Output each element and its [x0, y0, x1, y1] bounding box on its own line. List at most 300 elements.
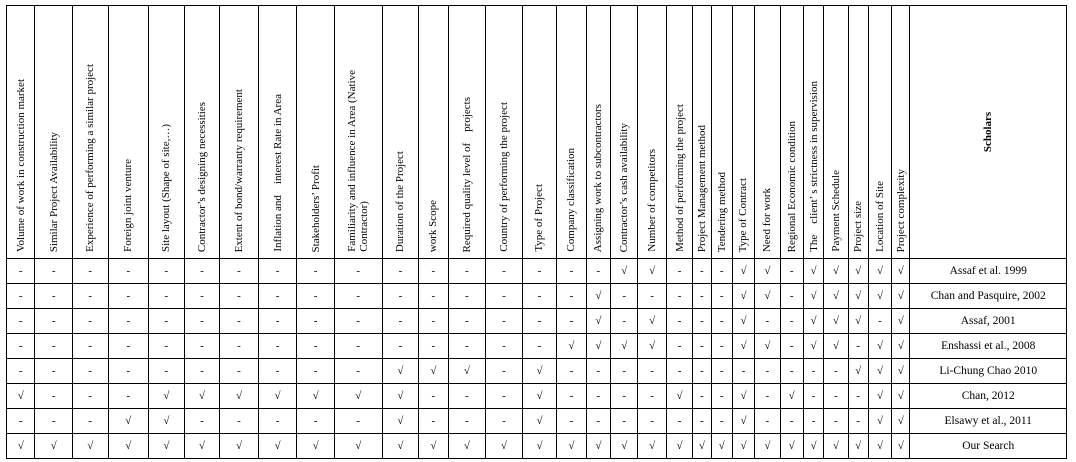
- check-mark-cell: √: [108, 434, 149, 459]
- check-mark-cell: √: [297, 384, 335, 409]
- dash-cell: -: [486, 409, 523, 434]
- check-mark-cell: √: [638, 434, 666, 459]
- dash-cell: -: [711, 259, 732, 284]
- check-mark-cell: √: [522, 384, 557, 409]
- dash-cell: -: [486, 359, 523, 384]
- check-mark-cell: √: [586, 434, 610, 459]
- table-row: [7, 409, 1067, 434]
- check-mark-cell: √: [108, 409, 149, 434]
- dash-cell: -: [824, 409, 848, 434]
- check-mark-cell: √: [297, 434, 335, 459]
- check-mark-cell: √: [892, 359, 910, 384]
- dash-cell: -: [522, 334, 557, 359]
- column-header-label: Contractor’s cash availability: [618, 122, 631, 252]
- check-mark-cell: √: [220, 434, 259, 459]
- dash-cell: -: [297, 259, 335, 284]
- dash-cell: -: [666, 284, 692, 309]
- column-header: [732, 6, 754, 259]
- dash-cell: -: [711, 334, 732, 359]
- dash-cell: -: [824, 384, 848, 409]
- scholar-name-cell: Assaf, 2001: [910, 309, 1067, 334]
- dash-cell: -: [586, 409, 610, 434]
- check-mark-cell: √: [868, 259, 891, 284]
- dash-cell: -: [149, 309, 185, 334]
- check-mark-cell: √: [892, 284, 910, 309]
- check-mark-cell: √: [666, 434, 692, 459]
- column-header: [892, 6, 910, 259]
- check-mark-cell: √: [258, 384, 297, 409]
- dash-cell: -: [666, 309, 692, 334]
- dash-cell: -: [732, 359, 754, 384]
- column-header: [184, 6, 220, 259]
- dash-cell: -: [486, 284, 523, 309]
- column-header: [7, 6, 35, 259]
- dash-cell: -: [486, 309, 523, 334]
- column-header: [824, 6, 848, 259]
- check-mark-cell: √: [258, 434, 297, 459]
- dash-cell: -: [693, 284, 711, 309]
- check-mark-cell: √: [824, 259, 848, 284]
- check-mark-cell: √: [7, 384, 35, 409]
- dash-cell: -: [35, 409, 73, 434]
- dash-cell: -: [258, 259, 297, 284]
- dash-cell: -: [220, 284, 259, 309]
- column-header-label: Volume of work in construction market: [14, 78, 27, 252]
- column-header: [35, 6, 73, 259]
- check-mark-cell: √: [803, 309, 823, 334]
- dash-cell: -: [149, 359, 185, 384]
- dash-cell: -: [149, 259, 185, 284]
- check-mark-cell: √: [824, 284, 848, 309]
- dash-cell: -: [72, 334, 108, 359]
- dash-cell: -: [220, 334, 259, 359]
- table-row: [7, 359, 1067, 384]
- dash-cell: -: [108, 359, 149, 384]
- column-header-label: Familiarity and influence in Area (Native Contractor): [346, 70, 371, 252]
- check-mark-cell: √: [848, 359, 868, 384]
- dash-cell: -: [638, 359, 666, 384]
- dash-cell: -: [448, 409, 486, 434]
- dash-cell: -: [586, 384, 610, 409]
- check-mark-cell: √: [892, 334, 910, 359]
- dash-cell: -: [108, 384, 149, 409]
- column-header: [848, 6, 868, 259]
- column-header: [711, 6, 732, 259]
- dash-cell: -: [334, 409, 382, 434]
- check-mark-cell: √: [803, 334, 823, 359]
- check-mark-cell: √: [732, 409, 754, 434]
- dash-cell: -: [868, 309, 891, 334]
- dash-cell: -: [611, 309, 638, 334]
- column-header-label: Payment Schedule: [829, 170, 842, 252]
- column-header-label: Need for work: [761, 187, 774, 252]
- factors-comparison-table: [6, 5, 1067, 459]
- column-header: [382, 6, 419, 259]
- check-mark-cell: √: [732, 284, 754, 309]
- dash-cell: -: [755, 384, 780, 409]
- check-mark-cell: √: [732, 334, 754, 359]
- column-header: [638, 6, 666, 259]
- check-mark-cell: √: [803, 259, 823, 284]
- dash-cell: -: [824, 359, 848, 384]
- dash-cell: -: [258, 284, 297, 309]
- dash-cell: -: [220, 359, 259, 384]
- dash-cell: -: [419, 384, 448, 409]
- check-mark-cell: √: [334, 434, 382, 459]
- dash-cell: -: [297, 309, 335, 334]
- dash-cell: -: [586, 259, 610, 284]
- dash-cell: -: [666, 359, 692, 384]
- dash-cell: -: [35, 334, 73, 359]
- check-mark-cell: √: [868, 409, 891, 434]
- check-mark-cell: √: [892, 409, 910, 434]
- check-mark-cell: √: [732, 434, 754, 459]
- dash-cell: -: [72, 409, 108, 434]
- check-mark-cell: √: [848, 259, 868, 284]
- column-header: [868, 6, 891, 259]
- column-header-label: Project Management method: [695, 124, 708, 252]
- dash-cell: -: [448, 259, 486, 284]
- dash-cell: -: [848, 409, 868, 434]
- check-mark-cell: √: [382, 359, 419, 384]
- check-mark-cell: √: [611, 259, 638, 284]
- dash-cell: -: [7, 309, 35, 334]
- dash-cell: -: [7, 334, 35, 359]
- check-mark-cell: √: [803, 284, 823, 309]
- column-header-label: Company classification: [565, 148, 578, 252]
- check-mark-cell: √: [755, 259, 780, 284]
- dash-cell: -: [693, 359, 711, 384]
- dash-cell: -: [611, 409, 638, 434]
- check-mark-cell: √: [732, 309, 754, 334]
- dash-cell: -: [666, 259, 692, 284]
- column-header: [693, 6, 711, 259]
- check-mark-cell: √: [848, 434, 868, 459]
- column-header-label: Site layout (Shape of site,…): [160, 123, 173, 252]
- check-mark-cell: √: [382, 434, 419, 459]
- column-header: [586, 6, 610, 259]
- check-mark-cell: √: [184, 384, 220, 409]
- column-header-label: Location of Site: [874, 181, 886, 252]
- check-mark-cell: √: [824, 334, 848, 359]
- check-mark-cell: √: [780, 434, 803, 459]
- dash-cell: -: [382, 259, 419, 284]
- dash-cell: -: [419, 259, 448, 284]
- dash-cell: -: [419, 284, 448, 309]
- check-mark-cell: √: [755, 434, 780, 459]
- check-mark-cell: √: [868, 284, 891, 309]
- dash-cell: -: [711, 409, 732, 434]
- table-row: [7, 434, 1067, 459]
- dash-cell: -: [711, 359, 732, 384]
- scholar-name-cell: Assaf et al. 1999: [910, 259, 1067, 284]
- dash-cell: -: [638, 284, 666, 309]
- check-mark-cell: √: [586, 309, 610, 334]
- scholar-name-cell: Li-Chung Chao 2010: [910, 359, 1067, 384]
- column-header-label: Type of Contract: [737, 177, 750, 252]
- scholar-name-cell: Our Search: [910, 434, 1067, 459]
- dash-cell: -: [693, 334, 711, 359]
- column-header: [149, 6, 185, 259]
- dash-cell: -: [382, 309, 419, 334]
- table-row: [7, 259, 1067, 284]
- check-mark-cell: √: [486, 434, 523, 459]
- column-header-label: Project complexity: [894, 168, 907, 252]
- dash-cell: -: [693, 309, 711, 334]
- dash-cell: -: [334, 359, 382, 384]
- scholars-column-header: [910, 6, 1067, 259]
- dash-cell: -: [7, 359, 35, 384]
- check-mark-cell: √: [586, 334, 610, 359]
- dash-cell: -: [7, 409, 35, 434]
- dash-cell: -: [72, 359, 108, 384]
- dash-cell: -: [72, 309, 108, 334]
- dash-cell: -: [108, 284, 149, 309]
- dash-cell: -: [486, 384, 523, 409]
- check-mark-cell: √: [892, 309, 910, 334]
- check-mark-cell: √: [35, 434, 73, 459]
- dash-cell: -: [803, 359, 823, 384]
- column-header-label: Tendering method: [715, 171, 728, 252]
- dash-cell: -: [557, 359, 586, 384]
- dash-cell: -: [297, 359, 335, 384]
- dash-cell: -: [72, 259, 108, 284]
- column-header-label: Experience of performing a similar project: [84, 64, 97, 252]
- dash-cell: -: [334, 309, 382, 334]
- dash-cell: -: [35, 284, 73, 309]
- dash-cell: -: [611, 284, 638, 309]
- dash-cell: -: [711, 309, 732, 334]
- dash-cell: -: [184, 309, 220, 334]
- column-header-label: Required quality level of projects: [460, 96, 473, 252]
- dash-cell: -: [780, 284, 803, 309]
- dash-cell: -: [780, 334, 803, 359]
- dash-cell: -: [522, 284, 557, 309]
- dash-cell: -: [557, 309, 586, 334]
- dash-cell: -: [611, 384, 638, 409]
- header-row: [7, 6, 1067, 259]
- scholar-name-cell: Chan, 2012: [910, 384, 1067, 409]
- check-mark-cell: √: [868, 434, 891, 459]
- dash-cell: -: [382, 284, 419, 309]
- dash-cell: -: [755, 359, 780, 384]
- column-header-label: Inflation and interest Rate in Area: [271, 94, 284, 252]
- check-mark-cell: √: [638, 309, 666, 334]
- column-header-label: The client’ s strictness in supervision: [807, 81, 820, 252]
- dash-cell: -: [382, 334, 419, 359]
- check-mark-cell: √: [522, 409, 557, 434]
- dash-cell: -: [334, 259, 382, 284]
- check-mark-cell: √: [824, 434, 848, 459]
- dash-cell: -: [297, 284, 335, 309]
- dash-cell: -: [258, 334, 297, 359]
- check-mark-cell: √: [419, 359, 448, 384]
- check-mark-cell: √: [7, 434, 35, 459]
- column-header: [522, 6, 557, 259]
- dash-cell: -: [258, 309, 297, 334]
- dash-cell: -: [297, 409, 335, 434]
- dash-cell: -: [220, 309, 259, 334]
- check-mark-cell: √: [334, 384, 382, 409]
- column-header: [258, 6, 297, 259]
- table-row: [7, 309, 1067, 334]
- dash-cell: -: [780, 359, 803, 384]
- column-header: [220, 6, 259, 259]
- dash-cell: -: [7, 284, 35, 309]
- dash-cell: -: [149, 334, 185, 359]
- check-mark-cell: √: [892, 259, 910, 284]
- column-header: [557, 6, 586, 259]
- dash-cell: -: [780, 309, 803, 334]
- dash-cell: -: [419, 309, 448, 334]
- dash-cell: -: [486, 334, 523, 359]
- column-header: [297, 6, 335, 259]
- column-header: [108, 6, 149, 259]
- check-mark-cell: √: [149, 384, 185, 409]
- column-header-label: Regional Economic condition: [785, 120, 798, 252]
- column-header-label: Similar Project Availability: [47, 131, 60, 252]
- dash-cell: -: [108, 334, 149, 359]
- check-mark-cell: √: [868, 384, 891, 409]
- scholar-name-cell: Chan and Pasquire, 2002: [910, 284, 1067, 309]
- column-header-label: Country of performing the project: [497, 102, 510, 252]
- dash-cell: -: [184, 284, 220, 309]
- dash-cell: -: [666, 409, 692, 434]
- column-header-label: work Scope: [427, 199, 440, 252]
- dash-cell: -: [848, 334, 868, 359]
- dash-cell: -: [72, 284, 108, 309]
- dash-cell: -: [522, 259, 557, 284]
- check-mark-cell: √: [557, 334, 586, 359]
- column-header: [755, 6, 780, 259]
- dash-cell: -: [557, 384, 586, 409]
- dash-cell: -: [693, 384, 711, 409]
- dash-cell: -: [72, 384, 108, 409]
- check-mark-cell: √: [892, 384, 910, 409]
- check-mark-cell: √: [868, 334, 891, 359]
- check-mark-cell: √: [848, 309, 868, 334]
- check-mark-cell: √: [72, 434, 108, 459]
- check-mark-cell: √: [780, 384, 803, 409]
- dash-cell: -: [220, 259, 259, 284]
- check-mark-cell: √: [220, 384, 259, 409]
- check-mark-cell: √: [448, 359, 486, 384]
- column-header-label: Assigning work to subcontractors: [592, 103, 605, 252]
- dash-cell: -: [780, 409, 803, 434]
- check-mark-cell: √: [755, 284, 780, 309]
- dash-cell: -: [258, 359, 297, 384]
- column-header-label: Duration of the Project: [394, 150, 407, 252]
- column-header-label: Extent of bond/warranty requirement: [232, 88, 245, 252]
- check-mark-cell: √: [711, 434, 732, 459]
- dash-cell: -: [419, 409, 448, 434]
- check-mark-cell: √: [382, 409, 419, 434]
- dash-cell: -: [334, 284, 382, 309]
- table-row: [7, 384, 1067, 409]
- dash-cell: -: [755, 309, 780, 334]
- dash-cell: -: [35, 309, 73, 334]
- dash-cell: -: [184, 259, 220, 284]
- check-mark-cell: √: [892, 434, 910, 459]
- dash-cell: -: [693, 259, 711, 284]
- check-mark-cell: √: [732, 259, 754, 284]
- scholar-name-cell: Enshassi et al., 2008: [910, 334, 1067, 359]
- dash-cell: -: [638, 384, 666, 409]
- dash-cell: -: [184, 334, 220, 359]
- dash-cell: -: [611, 359, 638, 384]
- dash-cell: -: [448, 309, 486, 334]
- dash-cell: -: [755, 409, 780, 434]
- column-header: [803, 6, 823, 259]
- check-mark-cell: √: [586, 284, 610, 309]
- dash-cell: -: [848, 384, 868, 409]
- dash-cell: -: [803, 409, 823, 434]
- dash-cell: -: [419, 334, 448, 359]
- dash-cell: -: [108, 259, 149, 284]
- dash-cell: -: [35, 259, 73, 284]
- check-mark-cell: √: [419, 434, 448, 459]
- column-header: [72, 6, 108, 259]
- check-mark-cell: √: [382, 384, 419, 409]
- column-header-label: Method of performing the project: [673, 104, 686, 252]
- column-header: [419, 6, 448, 259]
- check-mark-cell: √: [803, 434, 823, 459]
- column-header-label: Contractor’s designing necessities: [195, 101, 208, 252]
- dash-cell: -: [803, 384, 823, 409]
- check-mark-cell: √: [732, 384, 754, 409]
- dash-cell: -: [557, 409, 586, 434]
- dash-cell: -: [486, 259, 523, 284]
- check-mark-cell: √: [868, 359, 891, 384]
- dash-cell: -: [7, 259, 35, 284]
- check-mark-cell: √: [693, 434, 711, 459]
- dash-cell: -: [108, 309, 149, 334]
- column-header: [611, 6, 638, 259]
- dash-cell: -: [149, 284, 185, 309]
- dash-cell: -: [711, 384, 732, 409]
- dash-cell: -: [780, 259, 803, 284]
- dash-cell: -: [448, 284, 486, 309]
- dash-cell: -: [35, 384, 73, 409]
- check-mark-cell: √: [611, 334, 638, 359]
- column-header: [486, 6, 523, 259]
- check-mark-cell: √: [638, 259, 666, 284]
- check-mark-cell: √: [522, 434, 557, 459]
- check-mark-cell: √: [184, 434, 220, 459]
- dash-cell: -: [448, 384, 486, 409]
- dash-cell: -: [638, 409, 666, 434]
- dash-cell: -: [184, 359, 220, 384]
- dash-cell: -: [557, 259, 586, 284]
- dash-cell: -: [35, 359, 73, 384]
- check-mark-cell: √: [611, 434, 638, 459]
- check-mark-cell: √: [557, 434, 586, 459]
- dash-cell: -: [693, 409, 711, 434]
- check-mark-cell: √: [848, 284, 868, 309]
- column-header-label: Type of Project: [533, 184, 546, 252]
- table-row: [7, 284, 1067, 309]
- check-mark-cell: √: [522, 359, 557, 384]
- column-header: [448, 6, 486, 259]
- column-header-label: Stakeholders’ Profit: [309, 164, 322, 252]
- scholar-name-cell: Elsawy et al., 2011: [910, 409, 1067, 434]
- dash-cell: -: [297, 334, 335, 359]
- check-mark-cell: √: [638, 334, 666, 359]
- column-header-label: Foreign joint venture: [122, 159, 135, 252]
- column-header: [334, 6, 382, 259]
- column-header-label: Project size: [852, 200, 865, 252]
- dash-cell: -: [711, 284, 732, 309]
